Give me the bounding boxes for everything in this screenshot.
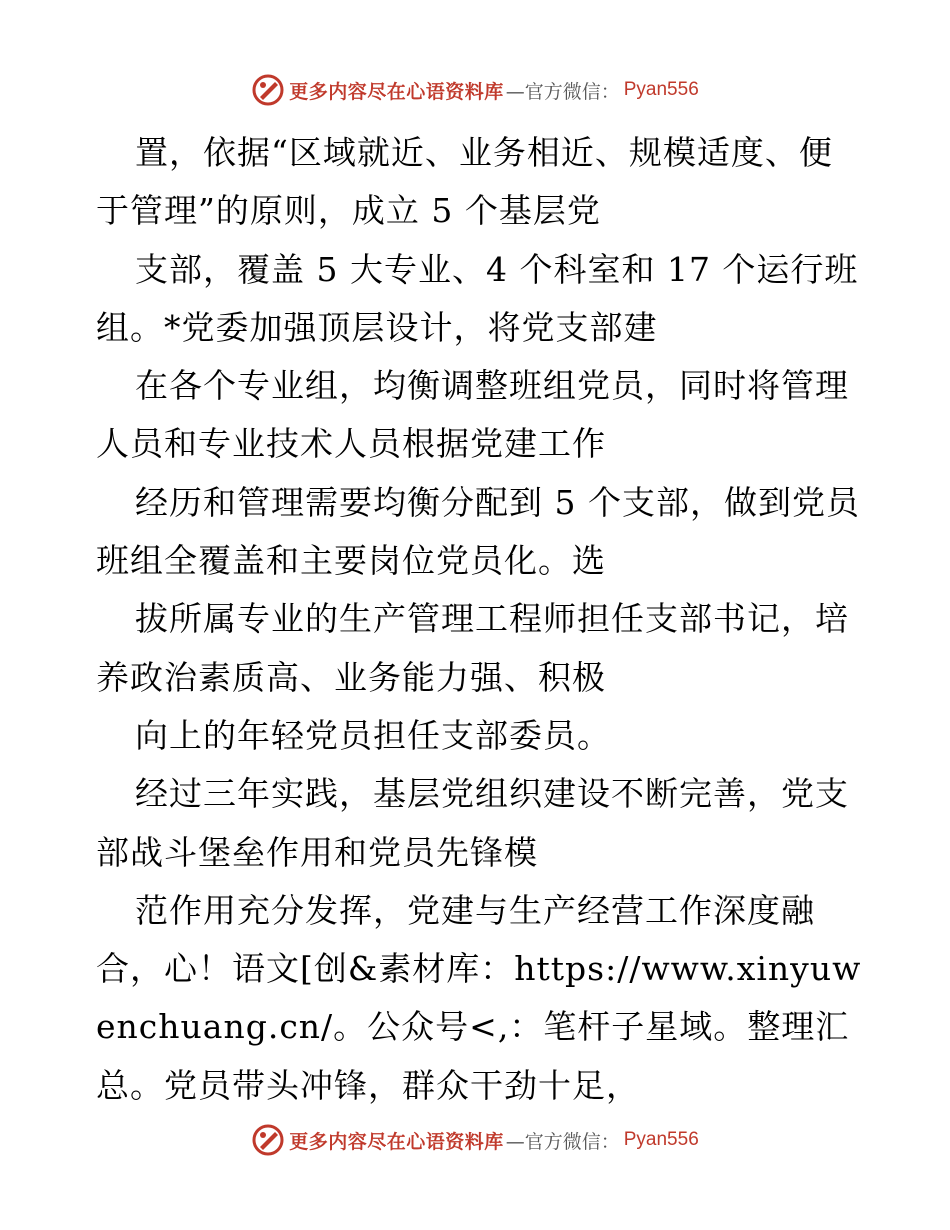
paragraph: 置，依据“区域就近、业务相近、规模适度、便于管理”的原则，成立 5 个基层党 [96,133,833,231]
paragraph: 经历和管理需要均衡分配到 5 个支部，做到党员班组全覆盖和主要岗位党员化。选 [96,482,860,581]
paragraph: 在各个专业组，均衡调整班组党员，同时将管理人员和专业技术人员根据党建工作 [96,366,849,464]
footer-banner-text: 更多内容尽在心语资料库 [289,1130,504,1153]
footer-banner-wechat-id: Pyan556 [623,1129,699,1150]
header-watermark-banner [0,70,950,110]
paragraph: 范作用充分发挥，党建与生产经营工作深度融合，心！语文[创&素材库：https://www.xinyuwenchuang.cn/。公众号<,：笔杆子星域。整理汇总。党员带头冲锋，群众干劲十足， [96,890,862,1105]
header-banner-wechat-id: Pyan556 [623,79,699,100]
header-banner-official-label: —官方微信： [505,80,620,103]
footer-banner-official-label: —官方微信： [505,1130,620,1153]
paragraph: 经过三年实践，基层党组织建设不断完善，党支部战斗堡垒作用和党员先锋模 [96,774,849,872]
paragraph: 向上的年轻党员担任支部委员。 [135,715,611,755]
brand-logo-icon [251,1123,285,1157]
footer-watermark-banner [0,1120,950,1160]
header-banner-text: 更多内容尽在心语资料库 [289,80,504,103]
brand-logo-icon [251,73,285,107]
paragraph: 支部，覆盖 5 大专业、4 个科室和 17 个运行班组。*党委加强顶层设计，将党支部建 [96,249,859,347]
document-body [96,124,866,1115]
paragraph: 拔所属专业的生产管理工程师担任支部书记，培养政治素质高、业务能力强、积极 [96,599,849,697]
